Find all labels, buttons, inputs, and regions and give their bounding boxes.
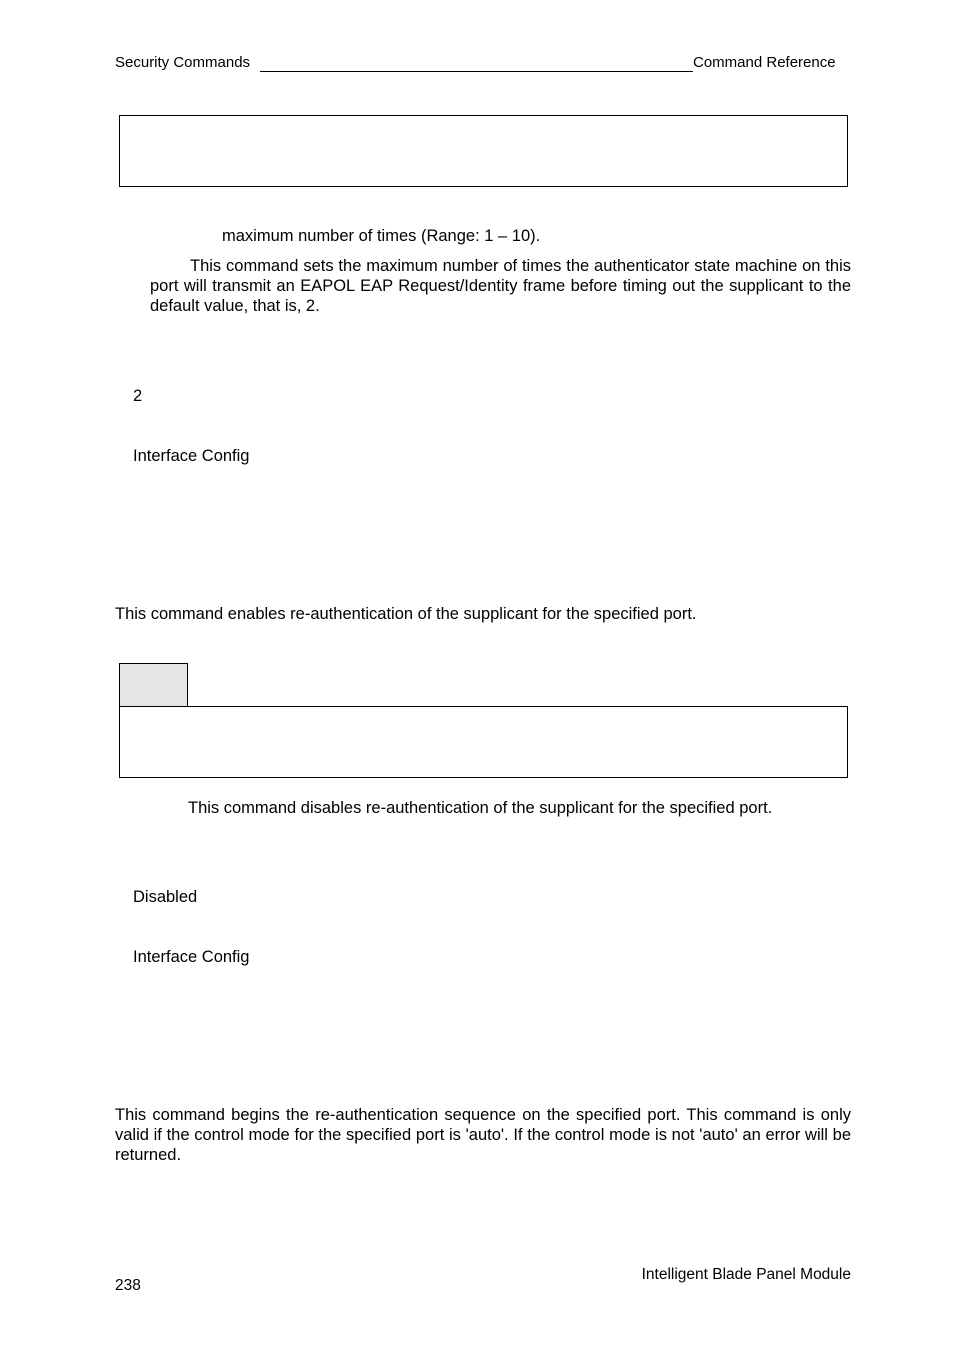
syntax-box-1 — [119, 115, 848, 187]
default-value-2: Disabled — [133, 888, 198, 906]
command-description-3: This command begins the re-authentication sequence on the specified port. This command is only valid if the control mode for the specified port is 'auto'. If the control mode is not 'auto' an error will be returned. — [115, 1106, 851, 1164]
syntax-tab-cell — [119, 663, 188, 707]
command-mode-1: Interface Config — [133, 447, 250, 465]
page-number: 238 — [115, 1277, 141, 1294]
no-form-description-1: This command sets the maximum number of times the authenticator state machine on this port will transmit an EAPOL EAP Request/Identity frame before timing out the supplicant to the default value, that is, 2. — [150, 257, 851, 315]
command-description-2: This command enables re-authentication of the supplicant for the specified port. — [115, 605, 697, 623]
header-rule — [260, 71, 693, 72]
no-form-description-2: This command disables re-authentication of the supplicant for the specified port. — [188, 799, 773, 817]
syntax-box-2 — [119, 706, 848, 778]
default-value-1: 2 — [133, 387, 143, 405]
footer-product-name: Intelligent Blade Panel Module — [641, 1266, 851, 1283]
parameter-description: maximum number of times (Range: 1 – 10). — [222, 227, 541, 245]
header-right-title: Command Reference — [693, 54, 836, 71]
command-mode-2: Interface Config — [133, 948, 250, 966]
header-left-title: Security Commands — [115, 54, 251, 71]
